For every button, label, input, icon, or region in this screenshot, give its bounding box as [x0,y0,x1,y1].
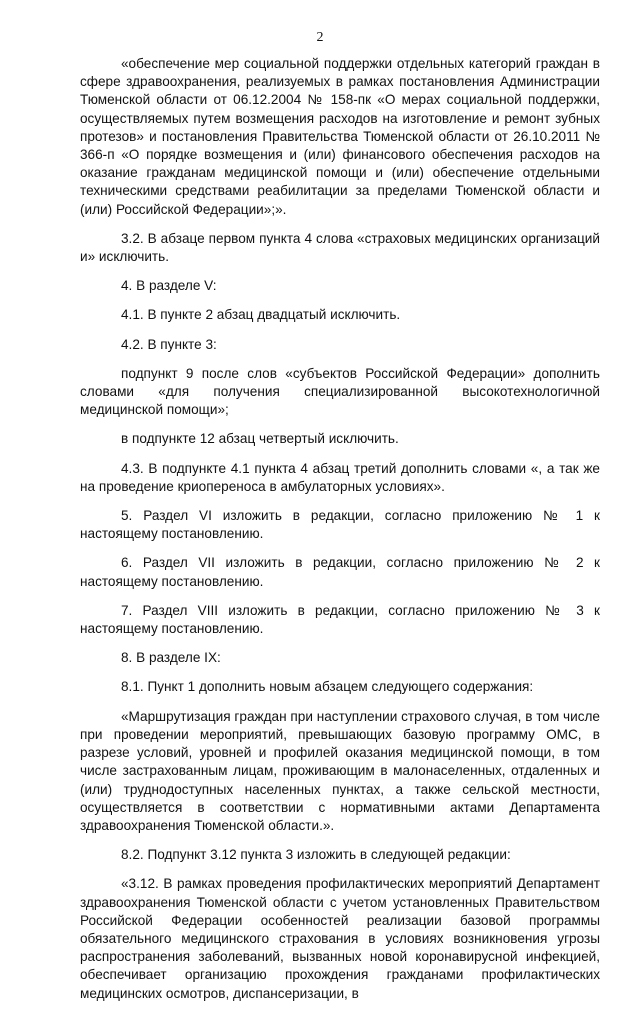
paragraph-7: 7. Раздел VIII изложить в редакции, согласно приложению № 3 к настоящему постановлению. [80,602,600,637]
paragraph-4-1: 4.1. В пункте 2 абзац двадцатый исключить. [121,307,401,323]
paragraph-4-3: 4.3. В подпункте 4.1 пункта 4 абзац третий дополнить словами «, а так же на проведение криопереноса в амбулаторных условиях». [80,460,600,494]
paragraph-routing-quote: «Маршрутизация граждан при наступлении страхового случая, в том числе при проведении мероприятий, превышающих базовую программу ОМС, в разрезе условий, уровней и профилей оказания медицинской помощи, в том числе застрахованным лицам, проживающим в малонаселенных, отдаленных и (или) труднодоступных населенных пунктах, а также сельской местности, осуществляется в соответствии с нормативными актами Департамента здравоохранения Тюменской области.». [80,708,600,833]
paragraph-8-2: 8.2. Подпункт 3.12 пункта 3 изложить в следующей редакции: [121,847,511,863]
document-body [80,55,600,1014]
paragraph-subitem-9: подпункт 9 после слов «субъектов Российской Федерации» дополнить словами «для получения специализированной высокотехнологичной медицинской помощи»; [80,365,600,418]
paragraph-3-2: 3.2. В абзаце первом пункта 4 слова «страховых медицинских организаций и» исключить. [80,230,600,265]
paragraph-8-1: 8.1. Пункт 1 дополнить новым абзацем следующего содержания: [121,679,534,695]
paragraph-5: 5. Раздел VI изложить в редакции, согласно приложению № 1 к настоящему постановлению. [80,508,600,542]
paragraph-4: 4. В разделе V: [121,278,217,294]
paragraph-4-2: 4.2. В пункте 3: [121,336,217,352]
paragraph-quoted-social-support: «обеспечение мер социальной поддержки отдельных категорий граждан в сфере здравоохранения, реализуемых в рамках постановления Администрации Тюменской области от 06.12.2004 № 158-пк «О мерах социальной поддержки, осуществляемых путем возмещения расходов на изготовление и ремонт зубных протезов» и постановления Правительства Тюменской области от 26.10.2011 № 366-п «О порядке возмещения и (или) финансового обеспечения расходов на оказание гражданам медицинской помощи и (или) обеспечение отдельными техническими средствами реабилитации за пределами Тюменской области и (или) Российской Федерации»;». [80,56,600,217]
paragraph-subitem-12: в подпункте 12 абзац четвертый исключить. [121,431,399,447]
paragraph-6: 6. Раздел VII изложить в редакции, согласно приложению № 2 к настоящему постановлению. [80,555,600,589]
paragraph-8: 8. В разделе IX: [121,650,221,666]
page-number: 2 [316,30,324,45]
paragraph-3-12-quote: «3.12. В рамках проведения профилактических мероприятий Департамент здравоохранения Тюменской области с учетом установленных Правительством Российской Федерации особенностей реализации базовой программы обязательного медицинского страхования в условиях возникновения угрозы распространения заболеваний, вызванных новой коронавирусной инфекцией, обеспечивает организацию прохождения гражданами профилактических медицинских осмотров, диспансеризации, в [80,876,600,1001]
